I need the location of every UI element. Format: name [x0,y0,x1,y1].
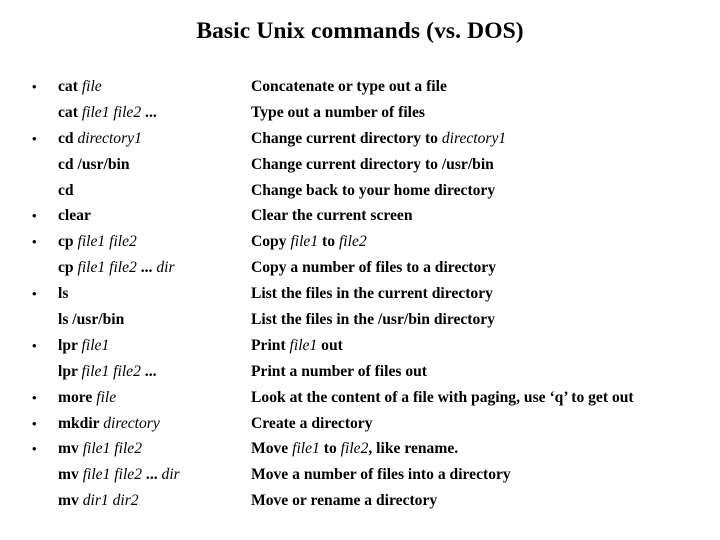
text-segment: ls [58,285,69,303]
command-row [0,178,720,204]
text-segment: Move [251,440,293,458]
italic-text: file1 file2 [81,103,142,121]
text-segment: ... [141,103,157,121]
command-text [58,229,137,255]
bullet-icon: • [32,286,37,302]
text-segment: cd [58,129,78,147]
text-segment: mv [58,440,83,458]
italic-text: file1 file2 [81,362,141,380]
command-description [251,411,373,437]
italic-text: file1 file2 [77,233,137,251]
text-segment: cd [58,181,74,199]
text-segment: Copy a number of files to a directory [251,259,496,277]
command-description [251,74,447,100]
command-description [251,436,458,462]
text-segment: , like rename. [368,440,459,458]
italic-text: file1 [289,336,318,354]
text-segment: cp [58,259,78,277]
bullet-icon: • [32,130,37,146]
italic-text: file1 file2 [82,466,143,484]
command-text [58,488,139,514]
command-row [0,74,720,100]
command-text [58,359,156,385]
command-table [0,74,720,514]
text-segment: Change current directory to /usr/bin [251,155,494,173]
command-row [0,229,720,255]
text-segment: Concatenate or type out a file [251,78,447,95]
italic-text: file2 [340,440,369,458]
italic-text: directory [103,414,160,432]
bullet-icon: • [32,389,37,405]
command-description [251,203,413,229]
text-segment: Print [251,336,290,354]
italic-text: file1 [292,440,320,458]
text-segment: clear [58,207,91,225]
text-segment: mv [58,466,83,484]
command-description [251,126,506,152]
command-text [58,152,130,178]
italic-text: file1 file2 [82,440,143,458]
text-segment: ... [140,362,157,380]
text-segment: List the files in the /usr/bin directory [251,311,496,329]
command-text [58,333,109,359]
text-segment: Type out a number of files [251,103,425,121]
italic-text: file1 [81,336,110,354]
text-segment: mkdir [58,414,104,432]
bullet-icon: • [32,208,37,224]
text-segment: List the files in the current directory [251,285,493,303]
bullet-icon: • [32,441,37,457]
italic-text: file1 [290,233,319,251]
text-segment: Clear the current screen [251,207,413,225]
command-description [251,385,634,411]
slide-title: Basic Unix commands (vs. DOS) [196,18,524,44]
text-segment: cd /usr/bin [58,155,130,173]
text-segment: cat [58,103,82,121]
italic-text: dir1 dir2 [82,492,139,510]
command-description [251,281,493,307]
command-text [58,203,91,229]
text-segment: lpr [58,336,82,354]
italic-text: dir [156,259,175,277]
command-row [0,100,720,126]
command-description [251,178,495,204]
command-text [58,436,142,462]
command-text [58,255,175,281]
command-description [251,307,495,333]
command-description [251,462,511,488]
command-description [251,100,425,126]
command-text [58,281,68,307]
command-row [0,126,720,152]
italic-text: file [81,78,102,95]
command-text [58,178,74,204]
bullet-icon: • [32,234,37,250]
text-segment: mv [58,492,83,510]
command-row [0,203,720,229]
text-segment: Copy [251,233,291,251]
text-segment: out [317,336,343,354]
bullet-icon: • [32,337,37,353]
italic-text: file2 [338,233,367,251]
command-text [58,74,102,100]
command-description [251,359,427,385]
command-row [0,359,720,385]
text-segment: Move or rename a directory [251,492,438,510]
text-segment: Change current directory to [251,129,442,147]
text-segment: to [319,440,341,458]
command-text [58,462,180,488]
command-description [251,333,343,359]
text-segment: Move a number of files into a directory [251,466,511,484]
command-row [0,255,720,281]
command-description [251,229,367,255]
text-segment: cat [58,78,82,95]
italic-text: dir [161,466,180,484]
italic-text: directory1 [441,129,507,147]
command-text [58,126,142,152]
command-text [58,411,160,437]
command-row [0,333,720,359]
text-segment: Create a directory [251,414,373,432]
italic-text: directory1 [77,129,142,147]
command-row [0,152,720,178]
italic-text: file1 file2 [77,259,137,277]
command-row [0,281,720,307]
command-row [0,436,720,462]
text-segment: cp [58,233,78,251]
command-row [0,411,720,437]
text-segment: lpr [58,362,82,380]
command-description [251,152,494,178]
text-segment: ... [142,466,162,484]
command-row [0,488,720,514]
text-segment: ... [136,259,157,277]
text-segment: more [58,388,97,406]
command-row [0,462,720,488]
bullet-icon: • [32,415,37,431]
text-segment: ls /usr/bin [58,311,125,329]
command-row [0,385,720,411]
command-row [0,307,720,333]
text-segment: to [318,233,339,251]
command-text [58,100,157,126]
command-description [251,255,496,281]
italic-text: file [96,388,117,406]
command-text [58,307,124,333]
bullet-icon: • [32,79,37,94]
text-segment: Change back to your home directory [251,181,496,199]
text-segment: Look at the content of a file with paging, use ‘q’ to get out [251,388,634,406]
command-text [58,385,116,411]
command-description [251,488,437,514]
text-segment: Print a number of files out [251,362,428,380]
